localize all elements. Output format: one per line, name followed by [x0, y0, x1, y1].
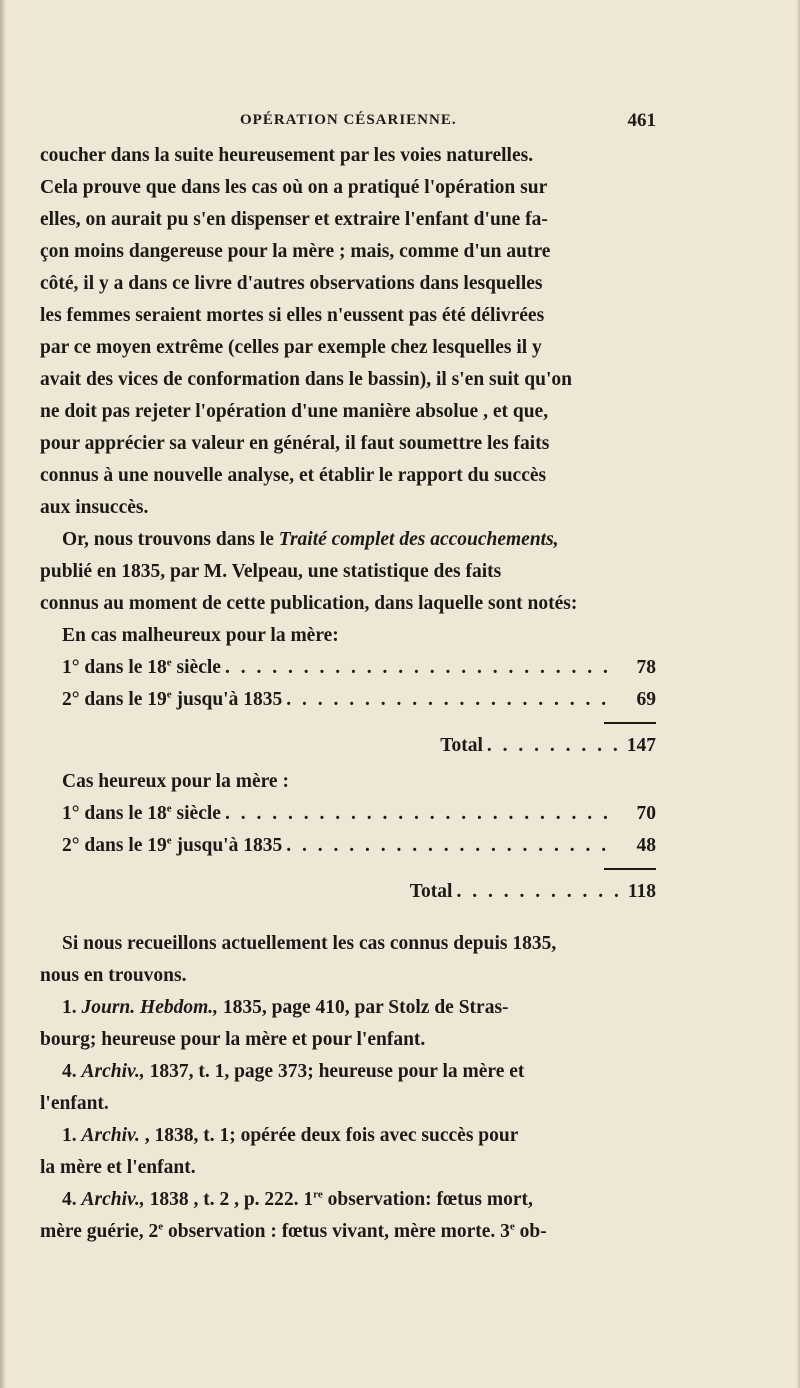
stat-label: 2° dans le 19e jusqu'à 1835: [62, 688, 283, 710]
sum-rule: [62, 862, 656, 876]
stat-row: [62, 798, 656, 830]
text-line: les femmes seraient mortes si elles n'eussent pas été délivrées: [40, 305, 545, 326]
leader-dots: . . . . . . . . . . .: [456, 881, 622, 902]
text-line: nous en trouvons.: [40, 965, 187, 986]
total-row: [62, 730, 656, 766]
page-edge-left: [0, 0, 6, 1388]
total-row: [62, 876, 656, 912]
reference-3: [40, 1120, 656, 1184]
page-number: 461: [627, 110, 656, 131]
stat-label: 2° dans le 19e jusqu'à 1835: [62, 834, 283, 856]
paragraph-2: [40, 524, 656, 620]
stat-row: [62, 830, 656, 862]
leader-dots: [286, 684, 616, 716]
total-value: 118: [627, 881, 656, 902]
unhappy-heading: En cas malheureux pour la mère:: [62, 625, 339, 646]
leader-dots: [225, 652, 616, 684]
running-head: [40, 110, 656, 136]
journal-name: Journ. Hebdom.,: [81, 997, 219, 1018]
reference-4: [40, 1184, 656, 1248]
stat-row: [62, 652, 656, 684]
stat-value: 69: [636, 689, 656, 710]
text-line: [40, 524, 656, 556]
text-line: mère guérie, 2e observation : fœtus vivant, mère morte. 3e ob-: [40, 1220, 547, 1242]
text-line: çon moins dangereuse pour la mère ; mais, comme d'un autre: [40, 241, 551, 262]
text-line: 1. Journ. Hebdom., 1835, page 410, par Stolz de Stras-: [62, 997, 509, 1018]
stat-value: 70: [636, 803, 656, 824]
total-label: Total: [409, 881, 453, 902]
text-line: 4. Archiv., 1837, t. 1, page 373; heureuse pour la mère et: [62, 1061, 525, 1082]
stat-row: [62, 684, 656, 716]
text-line: Cela prouve que dans les cas où on a pratiqué l'opération sur: [40, 177, 548, 198]
page-body: [40, 140, 656, 1248]
stat-value: 78: [636, 657, 656, 678]
sum-rule: [62, 716, 656, 730]
text-line: côté, il y a dans ce livre d'autres observations dans lesquelles: [40, 273, 543, 294]
journal-name: Archiv.: [81, 1125, 140, 1146]
leader-dots: [286, 830, 616, 862]
text-line: avait des vices de conformation dans le bassin), il s'en suit qu'on: [40, 369, 572, 390]
text-line: par ce moyen extrême (celles par exemple chez lesquelles il y: [40, 337, 542, 358]
text-line: connus au moment de cette publication, dans laquelle sont notés:: [40, 593, 578, 614]
text-line: elles, on aurait pu s'en dispenser et extraire l'enfant d'une fa-: [40, 209, 548, 230]
total-value: 147: [626, 735, 656, 756]
page-edge-right: [796, 0, 800, 1388]
book-title: Traité complet des accouchements,: [278, 529, 559, 550]
text-line: Si nous recueillons actuellement les cas connus depuis 1835,: [62, 933, 557, 954]
text-line: l'enfant.: [40, 1093, 109, 1114]
unhappy-cases-block: [40, 620, 656, 912]
reference-1: [40, 992, 656, 1056]
happy-heading: Cas heureux pour la mère :: [62, 771, 289, 792]
text-line: connus à une nouvelle analyse, et établir le rapport du succès: [40, 465, 547, 486]
leader-dots: [225, 798, 616, 830]
running-title: OPÉRATION CÉSARIENNE.: [240, 112, 457, 128]
journal-name: Archiv.,: [81, 1061, 145, 1082]
leader-dots: . . . . . . . . .: [486, 735, 621, 756]
text-run: Or, nous trouvons dans le: [62, 529, 279, 550]
paragraph-3: [40, 928, 656, 992]
stat-label: 1° dans le 18e siècle: [62, 802, 221, 824]
journal-name: Archiv.,: [81, 1189, 145, 1210]
total-label: Total: [440, 735, 483, 756]
stat-label: 1° dans le 18e siècle: [62, 656, 221, 678]
text-line: publié en 1835, par M. Velpeau, une statistique des faits: [40, 561, 502, 582]
text-line: bourg; heureuse pour la mère et pour l'enfant.: [40, 1029, 426, 1050]
stat-value: 48: [636, 835, 656, 856]
text-line: ne doit pas rejeter l'opération d'une manière absolue , et que,: [40, 401, 549, 422]
text-line: 1. Archiv. , 1838, t. 1; opérée deux fois avec succès pour: [62, 1125, 519, 1146]
text-line: la mère et l'enfant.: [40, 1157, 196, 1178]
text-line: aux insuccès.: [40, 497, 149, 518]
text-line: coucher dans la suite heureusement par les voies naturelles.: [40, 145, 534, 166]
paragraph-1: [40, 140, 656, 524]
text-line: 4. Archiv., 1838 , t. 2 , p. 222. 1re observation: fœtus mort,: [62, 1188, 533, 1210]
text-line: pour apprécier sa valeur en général, il faut soumettre les faits: [40, 433, 550, 454]
reference-2: [40, 1056, 656, 1120]
